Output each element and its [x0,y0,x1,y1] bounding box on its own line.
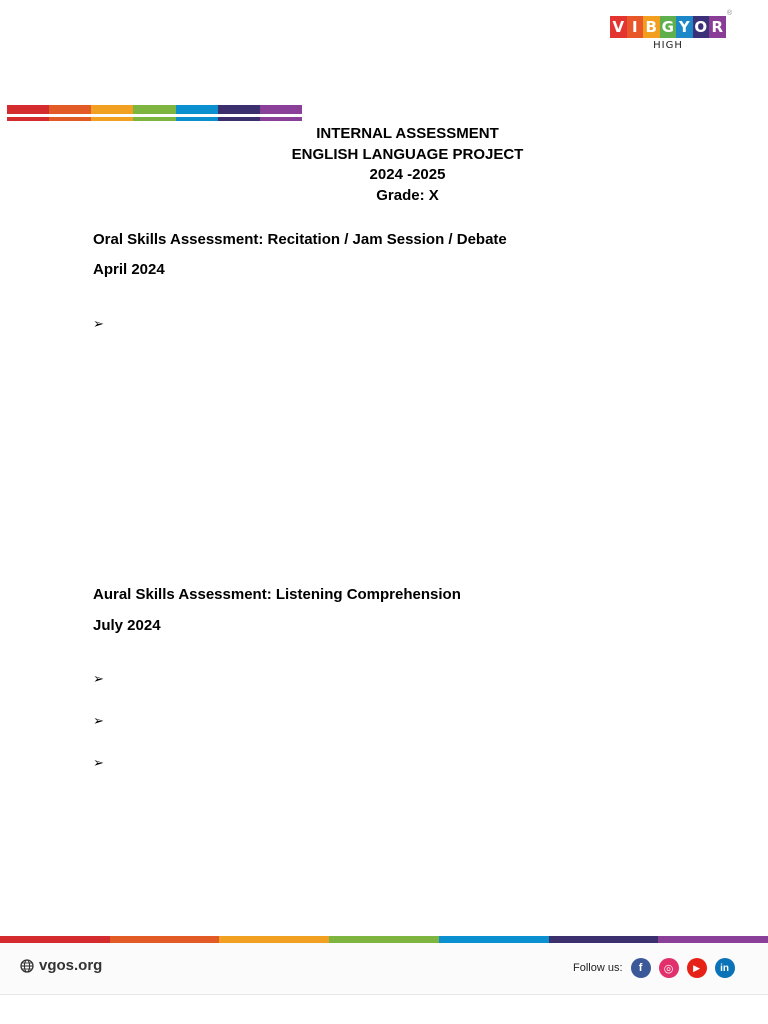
facebook-icon[interactable]: f [631,958,651,978]
logo-letters [610,16,732,38]
registered-mark: ® [726,10,732,17]
youtube-icon[interactable]: ▶ [687,958,707,978]
logo-letter: G [660,16,677,38]
color-segment [110,936,220,943]
instagram-icon[interactable]: ◎ [659,958,679,978]
color-segment [658,936,768,943]
section-heading-aural: Aural Skills Assessment: Listening Comprehension [93,586,461,603]
bullet-marker: ➢ [93,671,104,686]
color-segment [260,105,302,114]
color-segment [91,117,133,121]
document-title [190,124,625,207]
globe-icon [20,959,34,973]
color-segment [549,936,659,943]
color-segment [7,105,49,114]
logo-letter: B [643,16,660,38]
color-segment [49,117,91,121]
color-segment [218,117,260,121]
title-line: ENGLISH LANGUAGE PROJECT [291,145,524,163]
color-segment [260,117,302,121]
bullet-marker: ➢ [93,316,104,331]
color-segment [218,105,260,114]
color-segment [176,117,218,121]
logo-letter: O [694,18,708,36]
title-line: Grade: X [376,187,439,205]
social-links [573,958,743,978]
color-segment [0,936,110,943]
section-date-oral: April 2024 [93,261,165,278]
vibgyor-high-logo [610,12,732,56]
bullet-marker: ➢ [93,713,104,728]
color-segment [49,105,91,114]
header-color-bar [7,105,302,114]
color-segment [133,105,175,114]
color-segment [219,936,329,943]
logo-letter: V [610,16,627,38]
footer [0,943,768,995]
follow-us-label: Follow us: [573,962,623,974]
bullet-marker: ➢ [93,755,104,770]
section-date-aural: July 2024 [93,617,161,634]
logo-letter: Y [676,16,693,38]
linkedin-icon[interactable]: in [715,958,735,978]
website-text: vgos.org [39,957,103,974]
logo-letter: I [627,16,644,38]
color-segment [329,936,439,943]
color-segment [7,117,49,121]
website-link[interactable] [20,957,102,974]
header-color-bar-thin [7,117,302,121]
section-heading-oral: Oral Skills Assessment: Recitation / Jam Session / Debate [93,231,507,248]
color-segment [176,105,218,114]
color-segment [439,936,549,943]
color-segment [91,105,133,114]
color-segment [133,117,175,121]
title-line: INTERNAL ASSESSMENT [316,125,499,142]
footer-color-bar [0,936,768,943]
logo-letter: R [709,16,726,38]
logo-subtitle: HIGH [653,40,683,51]
title-line: 2024 -2025 [369,166,446,184]
